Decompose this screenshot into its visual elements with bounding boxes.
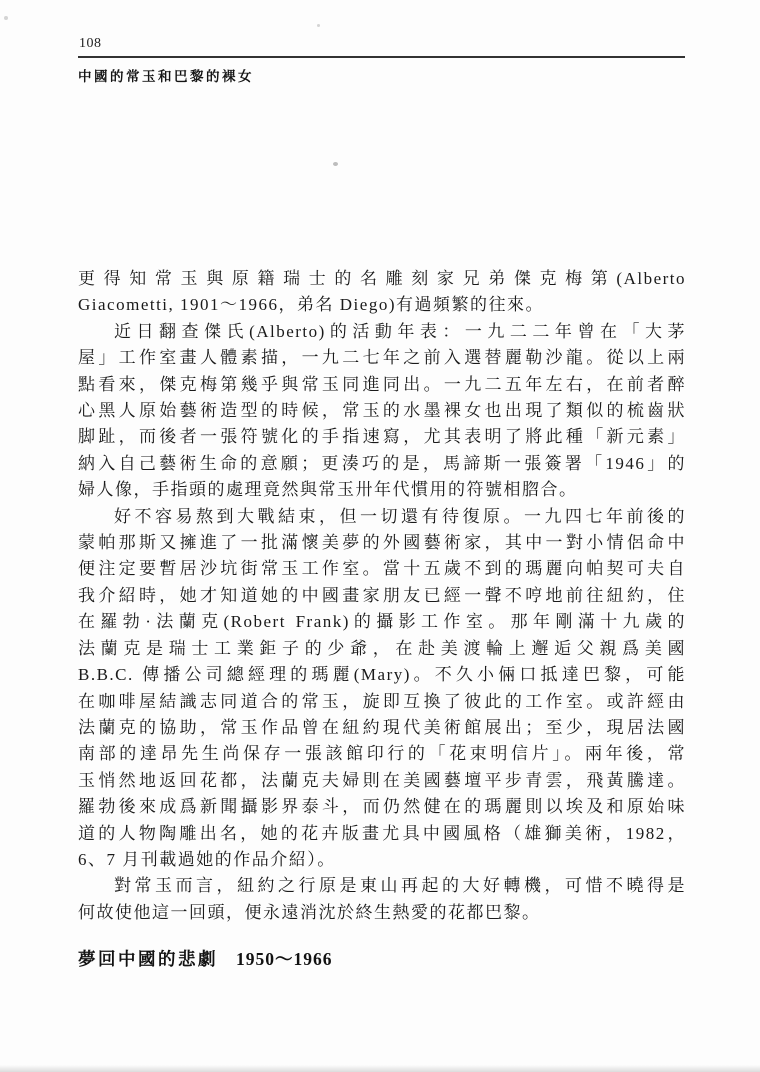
- text-line: 道的人物陶雕出名，她的花卉版畫尤具中國風格（雄獅美術，1982，: [78, 823, 686, 843]
- page-number: 108: [79, 36, 102, 51]
- section-heading-title: 夢回中國的悲劇: [78, 949, 218, 969]
- scan-artifact: [4, 16, 8, 20]
- text-line: 我介紹時，她才知道她的中國畫家朋友已經一聲不哼地前往紐約，住: [78, 585, 686, 605]
- text-line: 更得知常玉與原籍瑞士的名雕刻家兄弟傑克梅第(Alberto: [78, 269, 686, 288]
- scan-artifact: [317, 24, 320, 27]
- text-line: 便注定要暫居沙坑街常玉工作室。當十五歲不到的瑪麗向帕契可夫自: [78, 559, 686, 579]
- text-line: Giacometti, 1901～1966，弟名 Diego)有過頻繁的往來。: [78, 295, 544, 315]
- text-line: 婦人像，手指頭的處理竟然與常玉卅年代慣用的符號相脗合。: [78, 480, 578, 500]
- running-header: 中國的常玉和巴黎的裸女: [78, 69, 254, 84]
- section-heading-years: 1950～1966: [236, 949, 333, 969]
- text-line: 法蘭克的協助，常玉作品曾在紐約現代美術館展出；至少，現居法國: [78, 717, 686, 737]
- text-line: 好不容易熬到大戰結束，但一切還有待復原。一九四七年前後的: [114, 506, 686, 526]
- text-line: 6、7 月刊載過她的作品介紹）。: [78, 849, 336, 869]
- header-divider-rule: [78, 56, 685, 58]
- text-line: 蒙帕那斯又擁進了一批滿懷美夢的外國藝術家，其中一對小情侶命中: [78, 533, 686, 553]
- text-line: 點看來，傑克梅第幾乎與常玉同進同出。一九二五年左右，在前者醉: [78, 374, 686, 394]
- text-line: 近日翻查傑氏(Alberto)的活動年表：一九二二年曾在「大茅: [114, 321, 686, 341]
- text-line: 何故使他這一回頭，便永遠消沈於終生熱愛的花都巴黎。: [78, 902, 541, 922]
- section-heading: [78, 946, 333, 971]
- text-line: B.B.C. 傳播公司總經理的瑪麗(Mary)。不久小倆口抵達巴黎，可能: [78, 665, 686, 685]
- text-line: 心黑人原始藝術造型的時候，常玉的水墨裸女也出現了類似的梳齒狀: [78, 401, 686, 421]
- body-text: [78, 266, 686, 926]
- text-line: 南部的達昂先生尚保存一張該館印行的「花束明信片」。兩年後，常: [78, 744, 686, 764]
- text-line: 羅勃後來成爲新聞攝影界泰斗，而仍然健在的瑪麗則以埃及和原始味: [78, 797, 686, 817]
- text-line: 脚趾，而後者一張符號化的手指速寫，尤其表明了將此種「新元素」: [78, 427, 686, 447]
- text-line: 屋」工作室畫人體素描，一九二七年之前入選替麗勒沙龍。從以上兩: [78, 348, 686, 368]
- scan-edge-shadow: [0, 1065, 760, 1072]
- text-line: 在羅勃·法蘭克(Robert Frank)的攝影工作室。那年剛滿十九歲的: [78, 612, 686, 632]
- text-line: 納入自己藝術生命的意願；更湊巧的是，馬諦斯一張簽署「1946」的: [78, 453, 686, 473]
- text-line: 法蘭克是瑞士工業鉅子的少爺，在赴美渡輪上邂逅父親爲美國: [78, 638, 686, 658]
- scan-artifact: [333, 162, 338, 166]
- text-line: 在咖啡屋結識志同道合的常玉，旋即互換了彼此的工作室。或許經由: [78, 691, 686, 711]
- text-line: 對常玉而言，紐約之行原是東山再起的大好轉機，可惜不曉得是: [114, 876, 686, 896]
- text-line: 玉悄然地返回花都，法蘭克夫婦則在美國藝壇平步青雲，飛黃騰達。: [78, 770, 686, 790]
